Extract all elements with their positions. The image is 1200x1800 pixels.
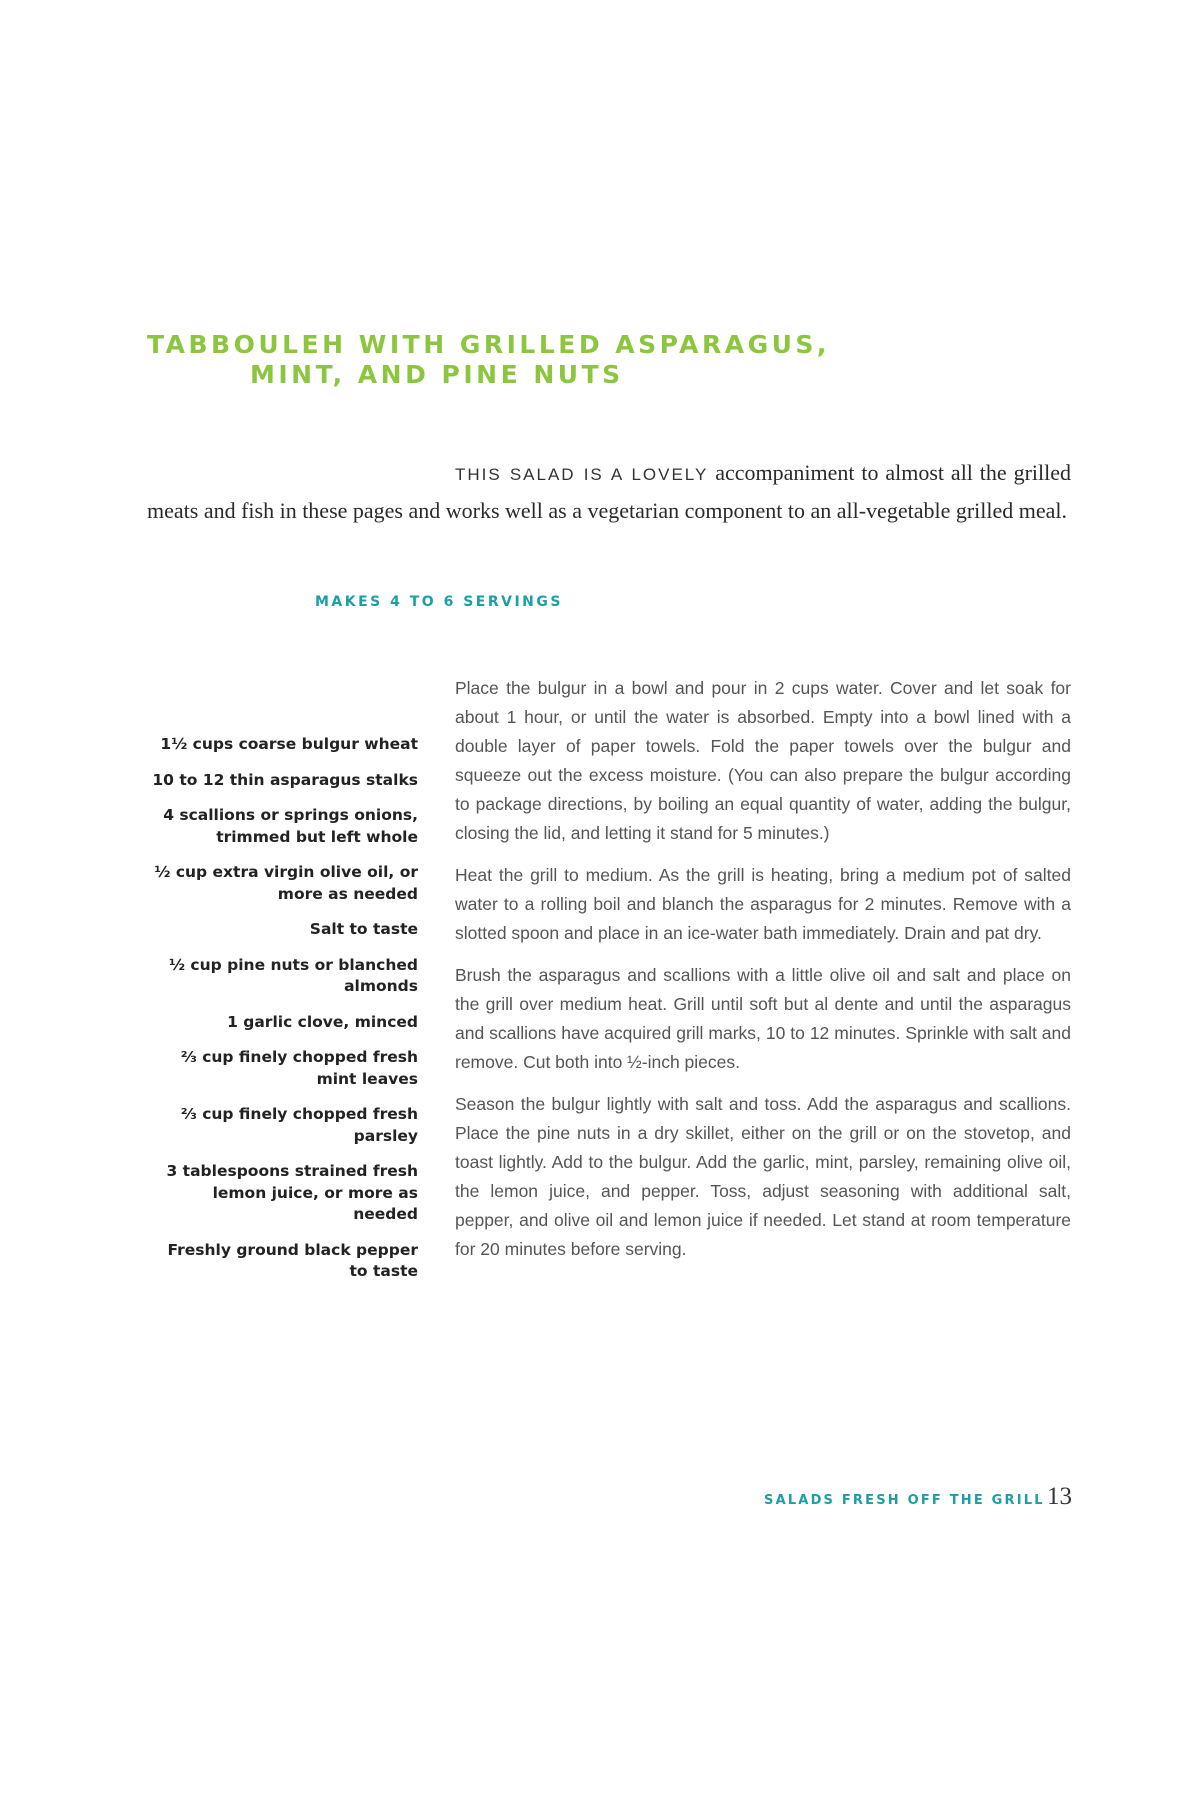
ingredient-list <box>150 734 418 1297</box>
recipe-title <box>147 330 830 390</box>
ingredient-item: ⅔ cup finely chopped fresh mint leaves <box>180 1048 418 1088</box>
intro-lead: THIS SALAD IS A LOVELY <box>455 465 709 484</box>
ingredient-item: 10 to 12 thin asparagus stalks <box>152 770 418 789</box>
method-step: Brush the asparagus and scallions with a little olive oil and salt and place on the grill over medium heat. Grill until soft but al dente and until the asparagus and scallions have acquired grill marks, 10 to 12 minutes. Sprinkle with salt and remove. Cut both into ½-inch pieces. <box>455 965 1071 1072</box>
ingredient-item: ⅔ cup finely chopped fresh parsley <box>180 1105 418 1145</box>
recipe-intro <box>147 455 1071 529</box>
ingredient-item: 1½ cups coarse bulgur wheat <box>160 735 418 753</box>
ingredient-item: ½ cup pine nuts or blanched almonds <box>168 955 418 995</box>
ingredient-item: Freshly ground black pepper to taste <box>167 1240 418 1280</box>
intro-text: accompaniment to almost all the grilled meats and fish in these pages and works well as a vegetarian component to an all-vegetable grilled meal. <box>147 460 1071 523</box>
ingredient-item: Salt to taste <box>309 920 418 938</box>
ingredient-item: 4 scallions or springs onions, trimmed but left whole <box>163 806 418 846</box>
page-number: 13 <box>1047 1483 1072 1510</box>
running-footer: SALADS FRESH OFF THE GRILL <box>764 1493 1045 1508</box>
method-step: Place the bulgur in a bowl and pour in 2 cups water. Cover and let soak for about 1 hour, or until the water is absorbed. Empty into a bowl lined with a double layer of paper towels. Fold the paper towels over the bulgur and squeeze out the excess moisture. (You can also prepare the bulgur according to package directions, by boiling an equal quantity of water, adding the bulgur, closing the lid, and letting it stand for 5 minutes.) <box>455 678 1071 843</box>
ingredient-item: ½ cup extra virgin olive oil, or more as needed <box>154 863 418 903</box>
ingredient-item: 1 garlic clove, minced <box>227 1012 418 1031</box>
method-step: Season the bulgur lightly with salt and toss. Add the asparagus and scallions. Place the pine nuts in a dry skillet, either on the grill or on the stovetop, and toast lightly. Add to the bulgur. Add the garlic, mint, parsley, remaining olive oil, the lemon juice, and pepper. Toss, adjust seasoning with additional salt, pepper, and olive oil and lemon juice if needed. Let stand at room temperature for 20 minutes before serving. <box>455 1094 1071 1259</box>
method-step: Heat the grill to medium. As the grill is heating, bring a medium pot of salted water to a rolling boil and blanch the asparagus for 2 minutes. Remove with a slotted spoon and place in an ice-water bath immediately. Drain and pat dry. <box>455 865 1071 943</box>
servings-yield: MAKES 4 TO 6 SERVINGS <box>315 594 563 610</box>
ingredient-item: 3 tablespoons strained fresh lemon juice, or more as needed <box>166 1162 418 1223</box>
method-steps <box>455 674 1071 1277</box>
recipe-title-line-2: MINT, AND PINE NUTS <box>250 360 624 389</box>
recipe-title-line-1: TABBOULEH WITH GRILLED ASPARAGUS, <box>147 330 830 359</box>
